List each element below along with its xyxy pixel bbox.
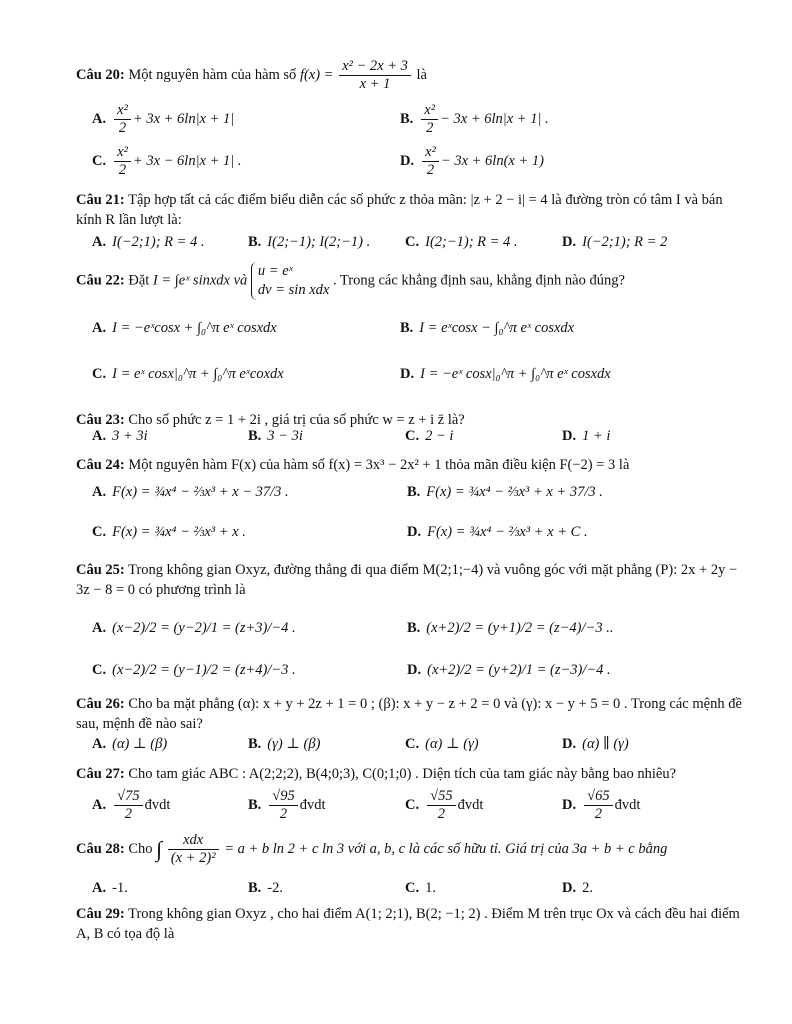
options-row	[92, 736, 742, 766]
option-d[interactable]: D. F(x) = ¾x⁴ − ⅔x³ + x + C .	[407, 524, 588, 540]
question-20	[76, 58, 744, 93]
question-text: Cho ba mặt phẳng (α): x + y + 2z + 1 = 0 ; (β): x + y − z + 2 = 0 và (γ): x − y + 5 = 0 . Trong các mệnh đề sau, mệnh đề nào sai?	[76, 696, 742, 732]
option-a[interactable]: A. I(−2;1); R = 4 .	[92, 234, 205, 250]
question-text: Cho	[128, 840, 153, 857]
question-22	[76, 262, 744, 300]
question-number: Câu 20:	[76, 66, 125, 83]
question-23	[76, 410, 744, 430]
options-row	[92, 144, 742, 178]
integrand-fraction: $\frac{\text{xdx}}{\text{(x + 2)²}}$	[168, 832, 219, 867]
question-27	[76, 764, 744, 784]
question-24	[76, 455, 744, 475]
options-row	[92, 234, 742, 264]
option-b[interactable]: B. -2.	[248, 880, 284, 896]
option-a[interactable]: A. (x−2)/2 = (y−2)/1 = (z+3)/−4 .	[92, 620, 296, 636]
question-tail: là	[416, 66, 427, 83]
option-c[interactable]: C. (x−2)/2 = (y−1)/2 = (z+4)/−3 .	[92, 662, 296, 678]
option-c[interactable]: C. (α) ⊥ (γ)	[405, 736, 479, 752]
option-a[interactable]: A. -1.	[92, 880, 128, 896]
question-number: Câu 28:	[76, 840, 125, 857]
question-text: = a + b ln 2 + c ln 3 với a, b, c là các số hữu tỉ. Giá trị của 3a + b + c bằng	[224, 840, 668, 857]
function-label: f(x) =	[299, 66, 334, 83]
option-d[interactable]: D. I(−2;1); R = 2	[562, 234, 668, 250]
option-d[interactable]: D. I = −eˣ cosx|₀^π + ∫₀^π eˣ cosxdx	[400, 366, 611, 382]
option-c[interactable]: C. 1.	[405, 880, 436, 896]
question-text: Cho số phức z = 1 + 2i , giá trị của số phức w = z + i z̄ là?	[128, 412, 465, 428]
options-row	[92, 662, 742, 692]
integral-sign: ∫	[156, 836, 163, 862]
option-b[interactable]: B. (γ) ⊥ (β)	[248, 736, 321, 752]
question-text: Một nguyên hàm của hàm số	[128, 66, 297, 83]
option-b[interactable]: B. I(2;−1); I(2;−1) .	[248, 234, 371, 250]
options-row	[92, 620, 742, 650]
option-a[interactable]: A. I = −eˣcosx + ∫₀^π eˣ cosxdx	[92, 320, 277, 336]
question-number: Câu 22:	[76, 272, 125, 289]
options-row	[92, 484, 742, 514]
option-d[interactable]: D. 1 + i	[562, 428, 611, 444]
question-25	[76, 560, 744, 600]
option-b[interactable]: B. $\frac{√95}{2}$ đvdt	[248, 788, 326, 822]
question-number: Câu 21:	[76, 192, 125, 208]
option-a[interactable]: A. (α) ⊥ (β)	[92, 736, 168, 752]
fraction: $\frac{\text{x² − 2x + 3}}{x + 1}$	[339, 58, 411, 93]
question-text: Trong không gian Oxyz, đường thẳng đi qua điểm M(2;1;−4) và vuông góc với mặt phẳng (P): 2x + 2y − 3z − 8 = 0 có phương trình là	[76, 562, 738, 598]
question-number: Câu 24:	[76, 457, 125, 473]
option-c[interactable]: C. I(2;−1); R = 4 .	[405, 234, 518, 250]
options-row	[92, 102, 742, 136]
option-c[interactable]: C. $\frac{\text{x²}}{2}$ + 3x − 6ln|x + 1| .	[92, 144, 242, 178]
options-row	[92, 428, 742, 458]
integral: I = ∫	[152, 272, 179, 289]
options-row	[92, 366, 742, 396]
option-b[interactable]: B. (x+2)/2 = (y+1)/2 = (z−4)/−3 ..	[407, 620, 614, 636]
options-row	[92, 524, 742, 554]
option-c[interactable]: C. $\frac{√55}{2}$ đvdt	[405, 788, 484, 822]
question-number: Câu 27:	[76, 766, 125, 782]
option-b[interactable]: B. F(x) = ¾x⁴ − ⅔x³ + x + 37/3 .	[407, 484, 603, 500]
option-c[interactable]: C. 2 − i	[405, 428, 454, 444]
option-a[interactable]: A. F(x) = ¾x⁴ − ⅔x³ + x − 37/3 .	[92, 484, 289, 500]
option-a[interactable]: A. $\frac{\text{x²}}{2}$ + 3x + 6ln|x + 1|	[92, 102, 235, 136]
option-d[interactable]: D. 2.	[562, 880, 593, 896]
question-21	[76, 190, 744, 230]
question-text: Đặt	[128, 272, 150, 289]
question-28	[76, 832, 744, 867]
option-c[interactable]: C. I = eˣ cosx|₀^π + ∫₀^π eˣcoxdx	[92, 366, 284, 382]
question-number: Câu 25:	[76, 562, 125, 578]
substitution-system: u = eˣ dv = sin xdx	[251, 262, 329, 300]
question-number: Câu 26:	[76, 696, 125, 712]
options-row	[92, 788, 742, 822]
option-b[interactable]: B. $\frac{\text{x²}}{2}$ − 3x + 6ln|x + 1| .	[400, 102, 549, 136]
option-a[interactable]: A. 3 + 3i	[92, 428, 148, 444]
options-row	[92, 320, 742, 350]
option-d[interactable]: D. (α) ∥ (γ)	[562, 736, 629, 752]
question-text: Cho tam giác ABC : A(2;2;2), B(4;0;3), C(0;1;0) . Diện tích của tam giác này bằng bao nhiêu?	[128, 766, 677, 782]
option-c[interactable]: C. F(x) = ¾x⁴ − ⅔x³ + x .	[92, 524, 246, 540]
option-d[interactable]: D. $\frac{\text{x²}}{2}$ − 3x + 6ln(x + 1)	[400, 144, 544, 178]
question-text: Trong không gian Oxyz , cho hai điểm A(1; 2;1), B(2; −1; 2) . Điểm M trên trục Ox và cách đều hai điểm A, B có tọa độ là	[76, 906, 740, 942]
option-d[interactable]: D. (x+2)/2 = (y+2)/1 = (z−3)/−4 .	[407, 662, 611, 678]
question-text: Tập hợp tất cả các điểm biểu diễn các số phức z thỏa mãn: |z + 2 − i| = 4 là đường tròn có tâm I và bán kính R lần lượt là:	[76, 192, 723, 228]
option-b[interactable]: B. I = eˣcosx − ∫₀^π eˣ cosxdx	[400, 320, 575, 336]
integrand: eˣ sinxdx và	[178, 272, 248, 289]
option-d[interactable]: D. $\frac{√65}{2}$ đvdt	[562, 788, 641, 822]
question-text: Một nguyên hàm F(x) của hàm số f(x) = 3x³ − 2x² + 1 thỏa mãn điều kiện F(−2) = 3 là	[128, 457, 630, 473]
question-26	[76, 694, 744, 734]
option-b[interactable]: B. 3 − 3i	[248, 428, 303, 444]
question-number: Câu 23:	[76, 412, 125, 428]
question-number: Câu 29:	[76, 906, 125, 922]
option-a[interactable]: A. $\frac{√75}{2}$ đvdt	[92, 788, 171, 822]
question-text: . Trong các khẳng định sau, khẳng định nào đúng?	[332, 272, 625, 289]
question-29	[76, 904, 744, 944]
